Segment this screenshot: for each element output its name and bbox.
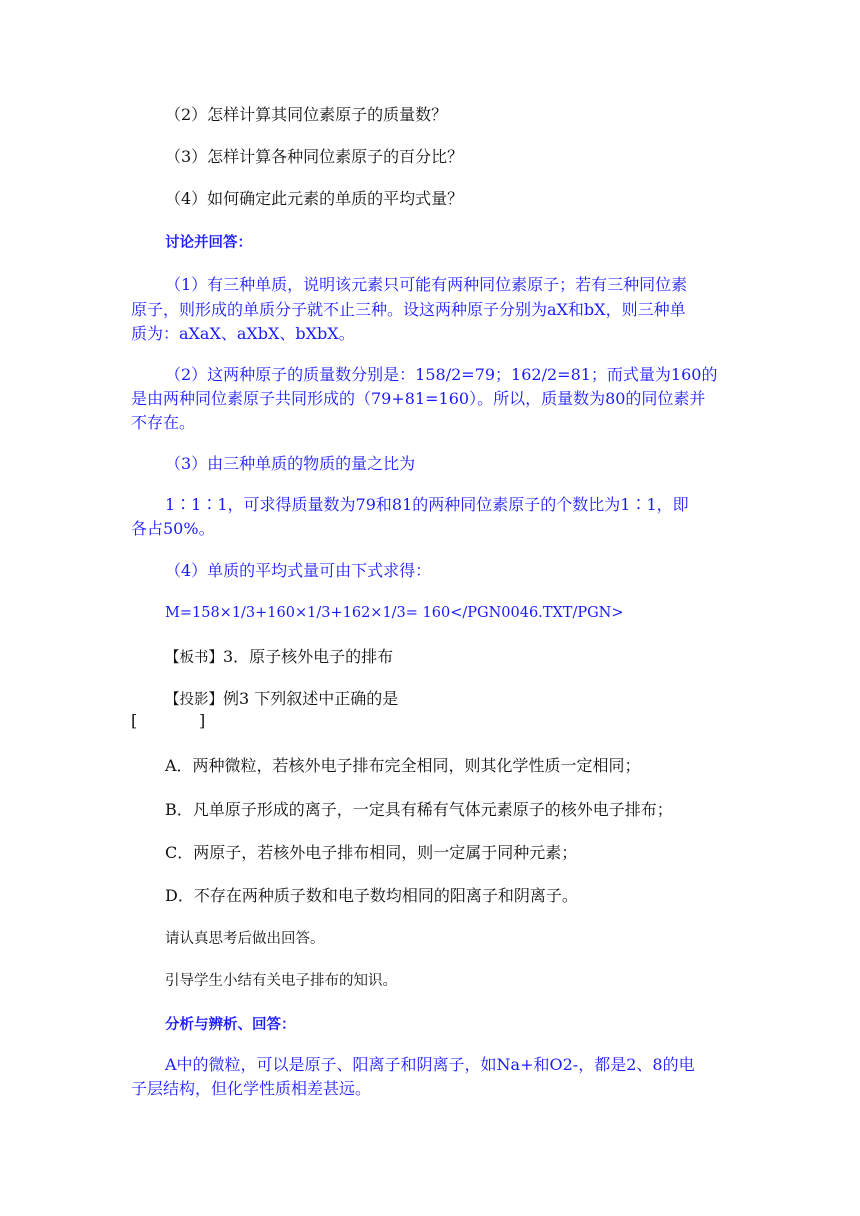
projection-text: 例3 下列叙述中正确的是 [223,689,399,708]
answer-2-line-1: （2）这两种原子的质量数分别是：158/2=79；162/2=81；而式量为160的 [165,365,718,384]
answer-4-line-1: （4）单质的平均式量可由下式求得： [165,561,432,580]
option-b: B．凡单原子形成的离子，一定具有稀有气体元素原子的核外电子排布； [165,800,673,819]
board-text: 3．原子核外电子的排布 [223,647,394,666]
analysis-heading: 分析与辨析、回答： [165,1016,296,1033]
answer-1-line-2: 原子，则形成的单质分子就不止三种。设这两种原子分别为aX和bX，则三种单 [131,300,686,319]
projection-label: 【投影】 [165,692,223,708]
question-3: （3）怎样计算各种同位素原子的百分比？ [165,147,464,166]
option-a: A．两种微粒，若核外电子排布完全相同，则其化学性质一定相同； [165,756,641,775]
answer-a-line-2: 子层结构，但化学性质相差甚远。 [131,1079,372,1098]
guide-instruction: 引导学生小结有关电子排布的知识。 [165,973,397,989]
answer-bracket-close: ] [199,711,206,730]
answer-3-line-3: 各占50%。 [131,519,215,538]
question-4: （4）如何确定此元素的单质的平均式量？ [165,189,464,208]
answer-2-line-2: 是由两种同位素原子共同形成的（79+81=160）。所以，质量数为80的同位素并 [131,389,706,408]
answer-1-line-3: 质为：aXaX、aXbX、bXbX。 [131,324,355,343]
answer-2-line-3: 不存在。 [131,413,196,432]
option-d: D．不存在两种质子数和电子数均相同的阳离子和阴离子。 [165,886,578,905]
average-formula: M=158×1/3+160×1/3+162×1/3= 160</PGN0046.TXT/PGN> [165,605,624,621]
answer-a-line-1: A中的微粒，可以是原子、阳离子和阴离子，如Na+和O2-，都是2、8的电 [165,1055,695,1074]
board-label: 【板书】 [165,650,223,666]
discuss-heading: 讨论并回答： [165,234,252,251]
board-note [165,647,393,668]
answer-3-line-1: （3）由三种单质的物质的量之比为 [165,454,416,473]
answer-1-line-1: （1）有三种单质，说明该元素只可能有两种同位素原子；若有三种同位素 [165,275,688,294]
question-2: （2）怎样计算其同位素原子的质量数？ [165,105,448,124]
answer-3-line-2: 1∶1∶1，可求得质量数为79和81的两种同位素原子的个数比为1∶1，即 [165,495,689,514]
projection-note [165,689,398,710]
think-instruction: 请认真思考后做出回答。 [165,931,325,947]
option-c: C．两原子，若核外电子排布相同，则一定属于同种元素； [165,843,578,862]
answer-bracket-open: [ [131,711,138,730]
